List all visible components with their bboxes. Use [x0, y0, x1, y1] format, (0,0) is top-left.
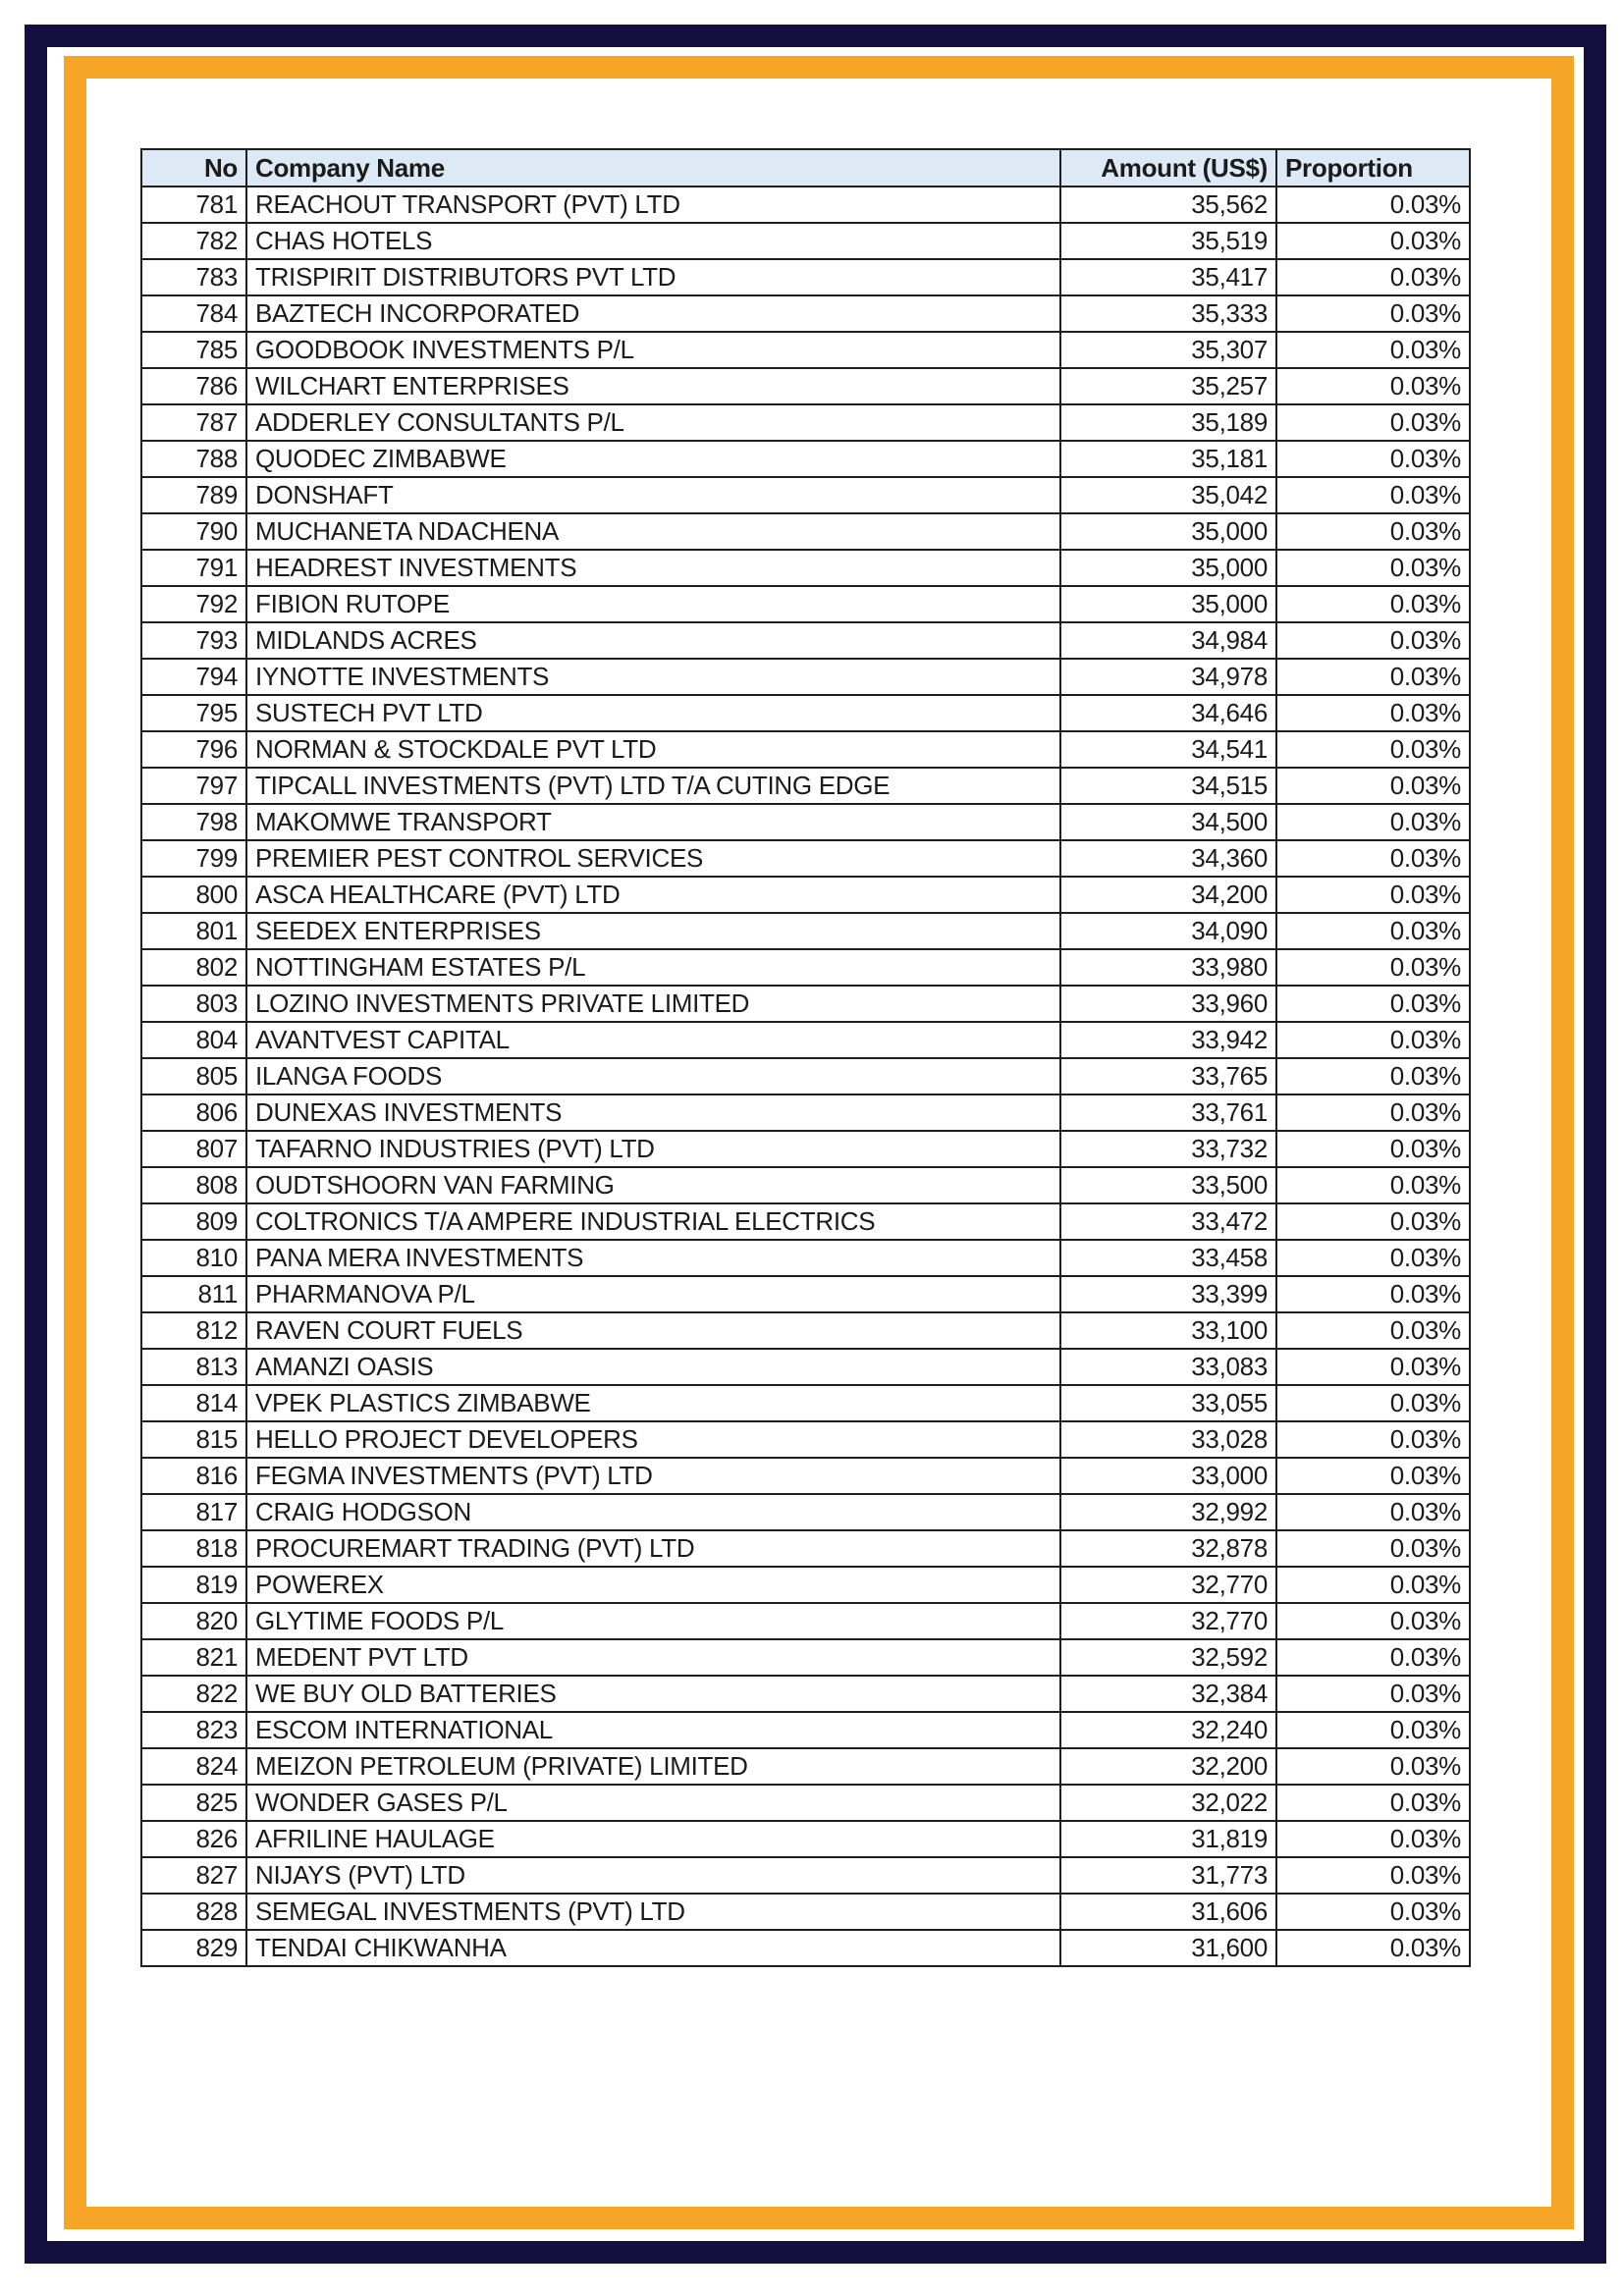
proportion-cell: 0.03%: [1276, 477, 1470, 513]
amount-cell: 32,022: [1060, 1785, 1276, 1821]
proportion-cell: 0.03%: [1276, 840, 1470, 877]
proportion-cell: 0.03%: [1276, 1821, 1470, 1857]
table-row: [141, 586, 1470, 622]
row-number-cell: 800: [141, 877, 246, 913]
table-row: [141, 986, 1470, 1022]
table-row: [141, 404, 1470, 441]
company-name-cell: HELLO PROJECT DEVELOPERS: [246, 1421, 1060, 1458]
company-name-cell: PROCUREMART TRADING (PVT) LTD: [246, 1530, 1060, 1567]
amount-cell: 35,417: [1060, 259, 1276, 295]
amount-cell: 34,200: [1060, 877, 1276, 913]
row-number-cell: 814: [141, 1385, 246, 1421]
company-name-cell: COLTRONICS T/A AMPERE INDUSTRIAL ELECTRICS: [246, 1203, 1060, 1240]
company-name-cell: PREMIER PEST CONTROL SERVICES: [246, 840, 1060, 877]
proportion-cell: 0.03%: [1276, 1312, 1470, 1349]
proportion-cell: 0.03%: [1276, 1748, 1470, 1785]
amount-cell: 33,761: [1060, 1095, 1276, 1131]
table-row: [141, 1930, 1470, 1966]
header-company-name: Company Name: [246, 149, 1060, 187]
proportion-cell: 0.03%: [1276, 513, 1470, 550]
proportion-cell: 0.03%: [1276, 877, 1470, 913]
amount-cell: 34,978: [1060, 659, 1276, 695]
row-number-cell: 806: [141, 1095, 246, 1131]
row-number-cell: 809: [141, 1203, 246, 1240]
row-number-cell: 786: [141, 368, 246, 404]
amount-cell: 35,562: [1060, 187, 1276, 223]
amount-cell: 33,055: [1060, 1385, 1276, 1421]
proportion-cell: 0.03%: [1276, 1930, 1470, 1966]
row-number-cell: 788: [141, 441, 246, 477]
amount-cell: 34,090: [1060, 913, 1276, 949]
amount-cell: 34,515: [1060, 768, 1276, 804]
table-row: [141, 1167, 1470, 1203]
amount-cell: 32,200: [1060, 1748, 1276, 1785]
row-number-cell: 817: [141, 1494, 246, 1530]
table-row: [141, 877, 1470, 913]
row-number-cell: 784: [141, 295, 246, 332]
table-row: [141, 913, 1470, 949]
proportion-cell: 0.03%: [1276, 1167, 1470, 1203]
amount-cell: 33,732: [1060, 1131, 1276, 1167]
table-row: [141, 949, 1470, 986]
proportion-cell: 0.03%: [1276, 622, 1470, 659]
table-row: [141, 1276, 1470, 1312]
proportion-cell: 0.03%: [1276, 223, 1470, 259]
table-row: [141, 1095, 1470, 1131]
proportion-cell: 0.03%: [1276, 1857, 1470, 1894]
row-number-cell: 824: [141, 1748, 246, 1785]
company-name-cell: LOZINO INVESTMENTS PRIVATE LIMITED: [246, 986, 1060, 1022]
company-name-cell: CRAIG HODGSON: [246, 1494, 1060, 1530]
table-row: [141, 1022, 1470, 1058]
company-name-cell: ILANGA FOODS: [246, 1058, 1060, 1095]
proportion-cell: 0.03%: [1276, 332, 1470, 368]
proportion-cell: 0.03%: [1276, 1349, 1470, 1385]
company-name-cell: DUNEXAS INVESTMENTS: [246, 1095, 1060, 1131]
row-number-cell: 802: [141, 949, 246, 986]
company-name-cell: MIDLANDS ACRES: [246, 622, 1060, 659]
company-name-cell: DONSHAFT: [246, 477, 1060, 513]
table-row: [141, 513, 1470, 550]
amount-cell: 32,770: [1060, 1603, 1276, 1639]
table-row: [141, 768, 1470, 804]
amount-cell: 35,257: [1060, 368, 1276, 404]
proportion-cell: 0.03%: [1276, 441, 1470, 477]
amount-cell: 33,765: [1060, 1058, 1276, 1095]
company-name-cell: MUCHANETA NDACHENA: [246, 513, 1060, 550]
proportion-cell: 0.03%: [1276, 259, 1470, 295]
amount-cell: 33,960: [1060, 986, 1276, 1022]
amount-cell: 32,240: [1060, 1712, 1276, 1748]
company-name-cell: WONDER GASES P/L: [246, 1785, 1060, 1821]
amount-cell: 33,980: [1060, 949, 1276, 986]
proportion-cell: 0.03%: [1276, 368, 1470, 404]
company-name-cell: PHARMANOVA P/L: [246, 1276, 1060, 1312]
company-name-cell: TIPCALL INVESTMENTS (PVT) LTD T/A CUTING EDGE: [246, 768, 1060, 804]
proportion-cell: 0.03%: [1276, 949, 1470, 986]
proportion-cell: 0.03%: [1276, 1785, 1470, 1821]
company-name-cell: HEADREST INVESTMENTS: [246, 550, 1060, 586]
table-row: [141, 332, 1470, 368]
proportion-cell: 0.03%: [1276, 1058, 1470, 1095]
company-name-cell: NORMAN & STOCKDALE PVT LTD: [246, 731, 1060, 768]
proportion-cell: 0.03%: [1276, 986, 1470, 1022]
proportion-cell: 0.03%: [1276, 1385, 1470, 1421]
amount-cell: 34,500: [1060, 804, 1276, 840]
table-body: [141, 187, 1470, 1966]
company-name-cell: NOTTINGHAM ESTATES P/L: [246, 949, 1060, 986]
row-number-cell: 785: [141, 332, 246, 368]
proportion-cell: 0.03%: [1276, 695, 1470, 731]
row-number-cell: 810: [141, 1240, 246, 1276]
row-number-cell: 787: [141, 404, 246, 441]
amount-cell: 35,333: [1060, 295, 1276, 332]
company-name-cell: ASCA HEALTHCARE (PVT) LTD: [246, 877, 1060, 913]
proportion-cell: 0.03%: [1276, 731, 1470, 768]
proportion-cell: 0.03%: [1276, 1567, 1470, 1603]
proportion-cell: 0.03%: [1276, 1603, 1470, 1639]
company-name-cell: ADDERLEY CONSULTANTS P/L: [246, 404, 1060, 441]
row-number-cell: 825: [141, 1785, 246, 1821]
company-name-cell: MEDENT PVT LTD: [246, 1639, 1060, 1676]
amount-cell: 34,541: [1060, 731, 1276, 768]
header-amount: Amount (US$): [1060, 149, 1276, 187]
row-number-cell: 791: [141, 550, 246, 586]
row-number-cell: 789: [141, 477, 246, 513]
row-number-cell: 827: [141, 1857, 246, 1894]
amount-cell: 31,606: [1060, 1894, 1276, 1930]
row-number-cell: 792: [141, 586, 246, 622]
company-name-cell: WE BUY OLD BATTERIES: [246, 1676, 1060, 1712]
table-row: [141, 1203, 1470, 1240]
row-number-cell: 823: [141, 1712, 246, 1748]
proportion-cell: 0.03%: [1276, 1894, 1470, 1930]
table-row: [141, 441, 1470, 477]
company-name-cell: WILCHART ENTERPRISES: [246, 368, 1060, 404]
row-number-cell: 782: [141, 223, 246, 259]
company-name-cell: VPEK PLASTICS ZIMBABWE: [246, 1385, 1060, 1421]
amount-cell: 32,992: [1060, 1494, 1276, 1530]
company-name-cell: AVANTVEST CAPITAL: [246, 1022, 1060, 1058]
amount-cell: 33,458: [1060, 1240, 1276, 1276]
table-row: [141, 1857, 1470, 1894]
table-row: [141, 1785, 1470, 1821]
table-header-row: [141, 149, 1470, 187]
row-number-cell: 819: [141, 1567, 246, 1603]
proportion-cell: 0.03%: [1276, 1639, 1470, 1676]
proportion-cell: 0.03%: [1276, 1421, 1470, 1458]
row-number-cell: 793: [141, 622, 246, 659]
proportion-cell: 0.03%: [1276, 1712, 1470, 1748]
row-number-cell: 829: [141, 1930, 246, 1966]
proportion-cell: 0.03%: [1276, 187, 1470, 223]
row-number-cell: 816: [141, 1458, 246, 1494]
row-number-cell: 804: [141, 1022, 246, 1058]
amount-cell: 35,307: [1060, 332, 1276, 368]
company-name-cell: OUDTSHOORN VAN FARMING: [246, 1167, 1060, 1203]
table-row: [141, 368, 1470, 404]
amount-cell: 31,819: [1060, 1821, 1276, 1857]
proportion-cell: 0.03%: [1276, 804, 1470, 840]
row-number-cell: 805: [141, 1058, 246, 1095]
amount-cell: 33,028: [1060, 1421, 1276, 1458]
table-row: [141, 659, 1470, 695]
company-name-cell: MEIZON PETROLEUM (PRIVATE) LIMITED: [246, 1748, 1060, 1785]
row-number-cell: 811: [141, 1276, 246, 1312]
company-name-cell: AMANZI OASIS: [246, 1349, 1060, 1385]
table-row: [141, 259, 1470, 295]
row-number-cell: 818: [141, 1530, 246, 1567]
row-number-cell: 781: [141, 187, 246, 223]
company-name-cell: ESCOM INTERNATIONAL: [246, 1712, 1060, 1748]
row-number-cell: 798: [141, 804, 246, 840]
table-row: [141, 1240, 1470, 1276]
table-row: [141, 1312, 1470, 1349]
row-number-cell: 797: [141, 768, 246, 804]
table-row: [141, 1058, 1470, 1095]
row-number-cell: 799: [141, 840, 246, 877]
table-row: [141, 187, 1470, 223]
amount-cell: 35,000: [1060, 586, 1276, 622]
proportion-cell: 0.03%: [1276, 550, 1470, 586]
header-no: No: [141, 149, 246, 187]
row-number-cell: 828: [141, 1894, 246, 1930]
row-number-cell: 790: [141, 513, 246, 550]
table-row: [141, 1821, 1470, 1857]
amount-cell: 32,384: [1060, 1676, 1276, 1712]
company-name-cell: TENDAI CHIKWANHA: [246, 1930, 1060, 1966]
proportion-cell: 0.03%: [1276, 1095, 1470, 1131]
table-row: [141, 731, 1470, 768]
amount-cell: 35,189: [1060, 404, 1276, 441]
table-row: [141, 695, 1470, 731]
row-number-cell: 820: [141, 1603, 246, 1639]
amount-cell: 33,942: [1060, 1022, 1276, 1058]
company-name-cell: RAVEN COURT FUELS: [246, 1312, 1060, 1349]
row-number-cell: 826: [141, 1821, 246, 1857]
table-row: [141, 1676, 1470, 1712]
amount-cell: 34,360: [1060, 840, 1276, 877]
company-name-cell: SEMEGAL INVESTMENTS (PVT) LTD: [246, 1894, 1060, 1930]
table-row: [141, 1603, 1470, 1639]
row-number-cell: 801: [141, 913, 246, 949]
row-number-cell: 821: [141, 1639, 246, 1676]
table-row: [141, 1894, 1470, 1930]
company-name-cell: SEEDEX ENTERPRISES: [246, 913, 1060, 949]
table-row: [141, 840, 1470, 877]
proportion-cell: 0.03%: [1276, 1131, 1470, 1167]
row-number-cell: 812: [141, 1312, 246, 1349]
row-number-cell: 813: [141, 1349, 246, 1385]
amount-cell: 35,181: [1060, 441, 1276, 477]
amount-cell: 32,592: [1060, 1639, 1276, 1676]
proportion-cell: 0.03%: [1276, 1022, 1470, 1058]
proportion-cell: 0.03%: [1276, 295, 1470, 332]
company-name-cell: TRISPIRIT DISTRIBUTORS PVT LTD: [246, 259, 1060, 295]
amount-cell: 34,984: [1060, 622, 1276, 659]
proportion-cell: 0.03%: [1276, 659, 1470, 695]
table-row: [141, 1567, 1470, 1603]
company-name-cell: GOODBOOK INVESTMENTS P/L: [246, 332, 1060, 368]
table-row: [141, 1131, 1470, 1167]
table-row: [141, 223, 1470, 259]
company-name-cell: REACHOUT TRANSPORT (PVT) LTD: [246, 187, 1060, 223]
proportion-cell: 0.03%: [1276, 913, 1470, 949]
proportion-cell: 0.03%: [1276, 1494, 1470, 1530]
proportion-cell: 0.03%: [1276, 1276, 1470, 1312]
company-name-cell: NIJAYS (PVT) LTD: [246, 1857, 1060, 1894]
amount-cell: 35,000: [1060, 550, 1276, 586]
row-number-cell: 822: [141, 1676, 246, 1712]
amount-cell: 34,646: [1060, 695, 1276, 731]
company-name-cell: AFRILINE HAULAGE: [246, 1821, 1060, 1857]
row-number-cell: 803: [141, 986, 246, 1022]
table-row: [141, 1639, 1470, 1676]
company-name-cell: BAZTECH INCORPORATED: [246, 295, 1060, 332]
company-name-cell: IYNOTTE INVESTMENTS: [246, 659, 1060, 695]
amount-cell: 35,042: [1060, 477, 1276, 513]
amount-cell: 33,100: [1060, 1312, 1276, 1349]
proportion-cell: 0.03%: [1276, 768, 1470, 804]
table-row: [141, 1458, 1470, 1494]
company-name-cell: QUODEC ZIMBABWE: [246, 441, 1060, 477]
proportion-cell: 0.03%: [1276, 586, 1470, 622]
amount-cell: 31,773: [1060, 1857, 1276, 1894]
table-row: [141, 1385, 1470, 1421]
table-row: [141, 295, 1470, 332]
proportion-cell: 0.03%: [1276, 1458, 1470, 1494]
proportion-cell: 0.03%: [1276, 1240, 1470, 1276]
amount-cell: 33,472: [1060, 1203, 1276, 1240]
company-name-cell: GLYTIME FOODS P/L: [246, 1603, 1060, 1639]
table-row: [141, 1748, 1470, 1785]
company-name-cell: PANA MERA INVESTMENTS: [246, 1240, 1060, 1276]
amount-cell: 31,600: [1060, 1930, 1276, 1966]
amount-cell: 33,083: [1060, 1349, 1276, 1385]
amount-cell: 33,500: [1060, 1167, 1276, 1203]
company-name-cell: TAFARNO INDUSTRIES (PVT) LTD: [246, 1131, 1060, 1167]
amount-cell: 32,770: [1060, 1567, 1276, 1603]
row-number-cell: 795: [141, 695, 246, 731]
proportion-cell: 0.03%: [1276, 1530, 1470, 1567]
row-number-cell: 808: [141, 1167, 246, 1203]
table-row: [141, 804, 1470, 840]
company-name-cell: CHAS HOTELS: [246, 223, 1060, 259]
amount-cell: 33,000: [1060, 1458, 1276, 1494]
row-number-cell: 807: [141, 1131, 246, 1167]
company-name-cell: SUSTECH PVT LTD: [246, 695, 1060, 731]
table-row: [141, 550, 1470, 586]
table-row: [141, 622, 1470, 659]
row-number-cell: 796: [141, 731, 246, 768]
table-row: [141, 1712, 1470, 1748]
row-number-cell: 783: [141, 259, 246, 295]
table-row: [141, 1421, 1470, 1458]
proportion-cell: 0.03%: [1276, 1676, 1470, 1712]
amount-cell: 35,000: [1060, 513, 1276, 550]
table-row: [141, 1530, 1470, 1567]
company-name-cell: FIBION RUTOPE: [246, 586, 1060, 622]
proportion-cell: 0.03%: [1276, 1203, 1470, 1240]
table-row: [141, 477, 1470, 513]
table-row: [141, 1349, 1470, 1385]
table-row: [141, 1494, 1470, 1530]
company-name-cell: MAKOMWE TRANSPORT: [246, 804, 1060, 840]
proportion-cell: 0.03%: [1276, 404, 1470, 441]
company-name-cell: FEGMA INVESTMENTS (PVT) LTD: [246, 1458, 1060, 1494]
companies-table: [140, 148, 1471, 1967]
company-name-cell: POWEREX: [246, 1567, 1060, 1603]
row-number-cell: 815: [141, 1421, 246, 1458]
amount-cell: 33,399: [1060, 1276, 1276, 1312]
amount-cell: 32,878: [1060, 1530, 1276, 1567]
header-proportion: Proportion: [1276, 149, 1470, 187]
amount-cell: 35,519: [1060, 223, 1276, 259]
row-number-cell: 794: [141, 659, 246, 695]
